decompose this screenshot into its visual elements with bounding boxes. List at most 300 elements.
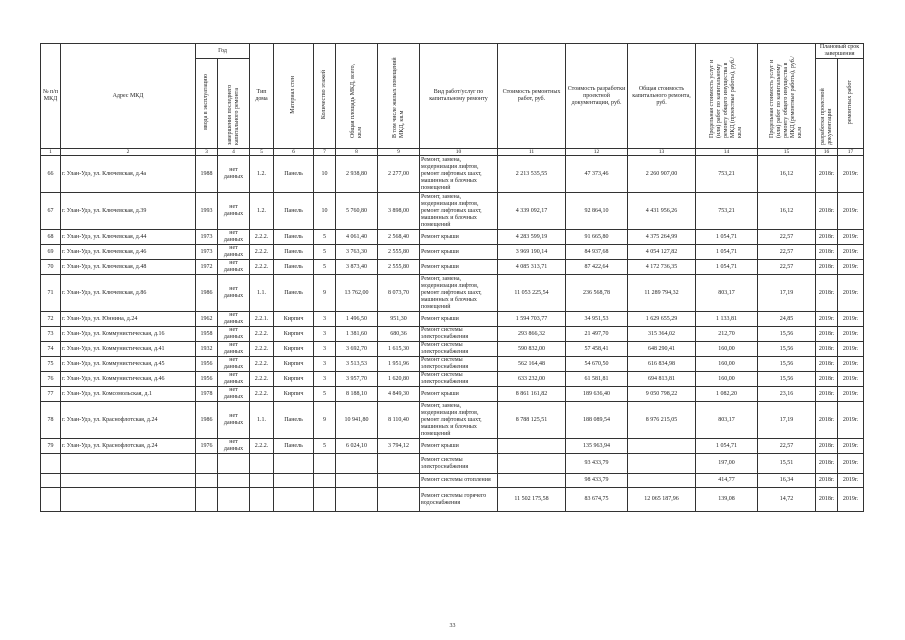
cell-house-type: 2.2.2.: [250, 342, 274, 357]
cell-max-cost-repair: 15,56: [758, 327, 816, 342]
cell-max-cost-repair: 16,12: [758, 156, 816, 193]
cell-max-cost-repair: 22,57: [758, 260, 816, 275]
cell-no: 71: [41, 275, 61, 312]
cell-repair-cost: [498, 454, 566, 474]
cell-max-cost-repair: 17,19: [758, 275, 816, 312]
table-row: [41, 454, 864, 474]
cell-repair-cost: 8 861 161,82: [498, 387, 566, 402]
cell-deadline-design: 2018г.: [816, 156, 838, 193]
cell-wall-material: Панель: [274, 156, 314, 193]
cell-work-type: Ремонт системы электроснабжения: [420, 372, 498, 387]
cell-total-area: 3 957,70: [336, 372, 378, 387]
cell-year-last-repair: нет данных: [218, 372, 250, 387]
cell-house-type: 1.2.: [250, 156, 274, 193]
cell-repair-cost: 11 502 175,58: [498, 488, 566, 512]
cell-total-cost: [628, 474, 696, 488]
cell-design-cost: 92 864,10: [566, 193, 628, 230]
cell-floors: 3: [314, 312, 336, 327]
cell-max-cost-repair: 15,51: [758, 454, 816, 474]
table-row: [41, 402, 864, 439]
cell-work-type: Ремонт крыши: [420, 387, 498, 402]
cell-total-cost: [628, 454, 696, 474]
column-number: 7: [314, 149, 336, 156]
cell-max-cost-design: 1 054,71: [696, 439, 758, 454]
cell-max-cost-design: 197,00: [696, 454, 758, 474]
cell-residential-area: 8 073,70: [378, 275, 420, 312]
cell-design-cost: 61 581,81: [566, 372, 628, 387]
cell-residential-area: 3 898,00: [378, 193, 420, 230]
cell-deadline-design: 2018г.: [816, 230, 838, 245]
cell-deadline-design: 2018г.: [816, 245, 838, 260]
cell-floors: 3: [314, 342, 336, 357]
header-house-type: Тип дома: [250, 44, 274, 149]
cell-year-commission: 1986: [196, 275, 218, 312]
cell-total-area: 1 381,60: [336, 327, 378, 342]
cell-design-cost: 83 674,75: [566, 488, 628, 512]
table-row: [41, 488, 864, 512]
table-row: [41, 357, 864, 372]
cell-max-cost-repair: 22,57: [758, 245, 816, 260]
cell-repair-cost: 562 164,48: [498, 357, 566, 372]
cell-year-last-repair: [218, 454, 250, 474]
column-number: 12: [566, 149, 628, 156]
header-total-area: Общая площадь МКД, всего, кв.м: [336, 44, 378, 149]
cell-floors: 5: [314, 230, 336, 245]
cell-residential-area: [378, 454, 420, 474]
cell-year-commission: 1956: [196, 357, 218, 372]
cell-residential-area: 4 849,30: [378, 387, 420, 402]
cell-total-area: [336, 474, 378, 488]
cell-floors: [314, 488, 336, 512]
cell-year-commission: 1958: [196, 327, 218, 342]
column-number: 1: [41, 149, 61, 156]
cell-work-type: Ремонт системы горячего водоснабжения: [420, 488, 498, 512]
cell-floors: [314, 474, 336, 488]
cell-design-cost: 57 458,41: [566, 342, 628, 357]
cell-repair-cost: 4 085 313,71: [498, 260, 566, 275]
cell-work-type: Ремонт, замена, модернизация лифтов, ремонт лифтовых шахт, машинных и блочных помещений: [420, 275, 498, 312]
cell-year-last-repair: нет данных: [218, 357, 250, 372]
cell-max-cost-repair: 16,12: [758, 193, 816, 230]
cell-total-area: 4 061,40: [336, 230, 378, 245]
cell-max-cost-design: 1 054,71: [696, 260, 758, 275]
table-row: [41, 342, 864, 357]
cell-deadline-repair: 2019г.: [838, 193, 864, 230]
header-deadline-design: разработки проектной документации: [816, 59, 838, 149]
cell-floors: 10: [314, 193, 336, 230]
cell-max-cost-design: 1 054,71: [696, 230, 758, 245]
cell-address: г. Улан-Удэ, ул. Ключевская, д.48: [61, 260, 196, 275]
table-row: [41, 387, 864, 402]
cell-address: г. Улан-Удэ, ул. Коммунистическая, д.41: [61, 342, 196, 357]
cell-deadline-repair: 2019г.: [838, 245, 864, 260]
cell-total-cost: 315 364,02: [628, 327, 696, 342]
cell-floors: 3: [314, 372, 336, 387]
column-number: 11: [498, 149, 566, 156]
cell-deadline-design: 2018г.: [816, 402, 838, 439]
cell-address: г. Улан-Удэ, ул. Коммунистическая, д.46: [61, 372, 196, 387]
header-floors: Количество этажей: [314, 44, 336, 149]
header-address: Адрес МКД: [61, 44, 196, 149]
cell-design-cost: 87 422,64: [566, 260, 628, 275]
cell-repair-cost: 11 053 225,54: [498, 275, 566, 312]
column-number: 5: [250, 149, 274, 156]
cell-max-cost-repair: 15,56: [758, 372, 816, 387]
cell-year-commission: 1932: [196, 342, 218, 357]
cell-house-type: [250, 488, 274, 512]
cell-residential-area: 1 615,30: [378, 342, 420, 357]
cell-no: 66: [41, 156, 61, 193]
cell-address: г. Улан-Удэ, ул. Ключевская, д.4а: [61, 156, 196, 193]
cell-total-area: 2 938,80: [336, 156, 378, 193]
header-design-cost: Стоимость разработки проектной документации, руб.: [566, 44, 628, 149]
cell-deadline-design: 2018г.: [816, 474, 838, 488]
cell-total-area: 8 188,10: [336, 387, 378, 402]
cell-house-type: 1.1.: [250, 402, 274, 439]
cell-design-cost: 188 089,54: [566, 402, 628, 439]
cell-deadline-repair: 2019г.: [838, 402, 864, 439]
cell-year-commission: 1993: [196, 193, 218, 230]
cell-work-type: Ремонт крыши: [420, 260, 498, 275]
cell-no: [41, 488, 61, 512]
cell-work-type: Ремонт крыши: [420, 439, 498, 454]
cell-design-cost: 34 951,53: [566, 312, 628, 327]
cell-deadline-repair: 2019г.: [838, 156, 864, 193]
cell-repair-cost: 590 832,00: [498, 342, 566, 357]
cell-no: 75: [41, 357, 61, 372]
cell-address: г. Улан-Удэ, ул. Юннина, д.24: [61, 312, 196, 327]
cell-max-cost-repair: 22,57: [758, 439, 816, 454]
cell-total-area: 3 873,40: [336, 260, 378, 275]
cell-year-commission: [196, 474, 218, 488]
cell-work-type: Ремонт, замена, модернизация лифтов, ремонт лифтовых шахт, машинных и блочных помещений: [420, 402, 498, 439]
cell-total-cost: 4 172 736,35: [628, 260, 696, 275]
cell-floors: 5: [314, 387, 336, 402]
cell-repair-cost: [498, 439, 566, 454]
cell-total-area: 1 496,50: [336, 312, 378, 327]
cell-year-last-repair: нет данных: [218, 193, 250, 230]
cell-deadline-design: 2018г.: [816, 372, 838, 387]
cell-no: 74: [41, 342, 61, 357]
cell-total-cost: 4 054 127,82: [628, 245, 696, 260]
cell-max-cost-design: 160,00: [696, 372, 758, 387]
cell-year-commission: 1986: [196, 402, 218, 439]
cell-max-cost-design: 1 054,71: [696, 245, 758, 260]
table-row: [41, 327, 864, 342]
cell-total-cost: 11 289 794,32: [628, 275, 696, 312]
cell-work-type: Ремонт системы электроснабжения: [420, 327, 498, 342]
table-row: [41, 312, 864, 327]
cell-total-cost: 694 813,81: [628, 372, 696, 387]
cell-total-area: 3 513,53: [336, 357, 378, 372]
header-no: № п/п МКД: [41, 44, 61, 149]
cell-total-cost: 2 260 907,00: [628, 156, 696, 193]
cell-deadline-repair: 2019г.: [838, 372, 864, 387]
table-row: [41, 474, 864, 488]
cell-max-cost-design: 139,08: [696, 488, 758, 512]
cell-wall-material: Кирпич: [274, 372, 314, 387]
cell-deadline-design: 2018г.: [816, 488, 838, 512]
cell-wall-material: Панель: [274, 275, 314, 312]
cell-floors: 3: [314, 357, 336, 372]
cell-design-cost: 84 937,68: [566, 245, 628, 260]
cell-floors: 5: [314, 245, 336, 260]
cell-address: [61, 454, 196, 474]
cell-year-last-repair: нет данных: [218, 387, 250, 402]
cell-house-type: 2.2.2.: [250, 357, 274, 372]
cell-design-cost: 47 373,46: [566, 156, 628, 193]
header-max-cost-design: Предельная стоимость услуг и (или) работ по капитальному ремонту общего имущества в МКД (проектные работы), руб./кв.м: [696, 44, 758, 149]
cell-max-cost-design: 753,21: [696, 193, 758, 230]
column-number: 17: [838, 149, 864, 156]
column-number-row: [41, 149, 864, 156]
cell-max-cost-repair: 15,56: [758, 357, 816, 372]
cell-year-last-repair: нет данных: [218, 439, 250, 454]
cell-wall-material: Кирпич: [274, 327, 314, 342]
cell-total-area: [336, 488, 378, 512]
cell-design-cost: 91 665,80: [566, 230, 628, 245]
cell-no: 72: [41, 312, 61, 327]
cell-work-type: Ремонт, замена, модернизация лифтов, ремонт лифтовых шахт, машинных и блочных помещений: [420, 156, 498, 193]
cell-work-type: Ремонт системы электроснабжения: [420, 357, 498, 372]
cell-repair-cost: 8 788 125,51: [498, 402, 566, 439]
cell-deadline-design: 2018г.: [816, 439, 838, 454]
cell-year-commission: [196, 488, 218, 512]
cell-address: г. Улан-Удэ, ул. Ключевская, д.39: [61, 193, 196, 230]
cell-max-cost-design: 803,17: [696, 402, 758, 439]
cell-no: 68: [41, 230, 61, 245]
cell-max-cost-design: 753,21: [696, 156, 758, 193]
cell-residential-area: [378, 474, 420, 488]
cell-house-type: 2.2.2.: [250, 260, 274, 275]
header-repair-cost: Стоимость ремонтных работ, руб.: [498, 44, 566, 149]
cell-max-cost-design: 212,70: [696, 327, 758, 342]
cell-year-last-repair: нет данных: [218, 260, 250, 275]
cell-address: г. Улан-Удэ, ул. Коммунистическая, д.16: [61, 327, 196, 342]
cell-repair-cost: 1 594 703,77: [498, 312, 566, 327]
cell-work-type: Ремонт крыши: [420, 230, 498, 245]
cell-wall-material: Панель: [274, 230, 314, 245]
cell-wall-material: Панель: [274, 260, 314, 275]
cell-year-commission: 1973: [196, 245, 218, 260]
cell-house-type: 2.2.2.: [250, 372, 274, 387]
cell-max-cost-repair: 15,56: [758, 342, 816, 357]
header-year-last-repair: завершения последнего капитального ремонта: [218, 59, 250, 149]
cell-no: 73: [41, 327, 61, 342]
cell-no: 67: [41, 193, 61, 230]
cell-deadline-design: 2018г.: [816, 454, 838, 474]
cell-deadline-design: 2018г.: [816, 327, 838, 342]
cell-work-type: Ремонт крыши: [420, 312, 498, 327]
cell-deadline-repair: 2019г.: [838, 275, 864, 312]
table-row: [41, 275, 864, 312]
cell-total-area: 3 692,70: [336, 342, 378, 357]
cell-year-last-repair: нет данных: [218, 156, 250, 193]
cell-max-cost-repair: 14,72: [758, 488, 816, 512]
column-number: 13: [628, 149, 696, 156]
cell-year-last-repair: нет данных: [218, 230, 250, 245]
cell-design-cost: 93 433,79: [566, 454, 628, 474]
cell-wall-material: Кирпич: [274, 387, 314, 402]
cell-address: г. Улан-Удэ, ул. Краснофлотская, д.24: [61, 402, 196, 439]
cell-total-cost: [628, 439, 696, 454]
cell-address: г. Улан-Удэ, ул. Коммунистическая, д.45: [61, 357, 196, 372]
cell-repair-cost: 2 213 535,55: [498, 156, 566, 193]
cell-house-type: [250, 474, 274, 488]
header-year-commission: ввода в эксплуатацию: [196, 59, 218, 149]
cell-total-area: [336, 454, 378, 474]
cell-year-commission: [196, 454, 218, 474]
cell-address: г. Улан-Удэ, ул. Ключевская, д.44: [61, 230, 196, 245]
table-row: [41, 372, 864, 387]
cell-repair-cost: 4 283 599,19: [498, 230, 566, 245]
column-number: 3: [196, 149, 218, 156]
cell-total-cost: 616 834,98: [628, 357, 696, 372]
cell-deadline-design: 2019г.: [816, 312, 838, 327]
cell-residential-area: [378, 488, 420, 512]
cell-repair-cost: [498, 474, 566, 488]
cell-address: г. Улан-Удэ, ул. Ключевская, д.46: [61, 245, 196, 260]
cell-deadline-repair: 2019г.: [838, 474, 864, 488]
cell-max-cost-design: 160,00: [696, 357, 758, 372]
cell-total-area: 13 762,00: [336, 275, 378, 312]
cell-floors: 5: [314, 439, 336, 454]
cell-residential-area: 2 568,40: [378, 230, 420, 245]
cell-year-commission: 1972: [196, 260, 218, 275]
cell-year-last-repair: [218, 474, 250, 488]
column-number: 9: [378, 149, 420, 156]
cell-no: [41, 454, 61, 474]
column-number: 2: [61, 149, 196, 156]
cell-floors: 5: [314, 260, 336, 275]
cell-repair-cost: 3 969 190,14: [498, 245, 566, 260]
cell-max-cost-repair: 17,19: [758, 402, 816, 439]
header-work-type: Вид работ/услуг по капитальному ремонту: [420, 44, 498, 149]
cell-repair-cost: 4 339 092,17: [498, 193, 566, 230]
cell-design-cost: 236 568,78: [566, 275, 628, 312]
cell-wall-material: Кирпич: [274, 342, 314, 357]
cell-floors: 9: [314, 275, 336, 312]
cell-house-type: 1.2.: [250, 193, 274, 230]
cell-total-area: 10 941,80: [336, 402, 378, 439]
cell-no: [41, 474, 61, 488]
table-body: [41, 156, 864, 512]
cell-total-cost: 9 050 798,22: [628, 387, 696, 402]
cell-total-cost: 4 431 956,26: [628, 193, 696, 230]
table-row: [41, 230, 864, 245]
cell-max-cost-design: 160,00: [696, 342, 758, 357]
cell-design-cost: 21 497,70: [566, 327, 628, 342]
table-row: [41, 260, 864, 275]
table-row: [41, 245, 864, 260]
cell-deadline-repair: 2019г.: [838, 439, 864, 454]
column-number: 16: [816, 149, 838, 156]
column-number: 6: [274, 149, 314, 156]
cell-year-commission: 1973: [196, 230, 218, 245]
table-row: [41, 156, 864, 193]
cell-design-cost: 54 670,50: [566, 357, 628, 372]
page-number: 33: [449, 623, 456, 629]
cell-deadline-repair: 2019г.: [838, 342, 864, 357]
cell-max-cost-repair: 22,57: [758, 230, 816, 245]
cell-residential-area: 3 794,12: [378, 439, 420, 454]
cell-year-commission: 1962: [196, 312, 218, 327]
cell-house-type: [250, 454, 274, 474]
cell-max-cost-design: 803,17: [696, 275, 758, 312]
cell-deadline-design: 2018г.: [816, 387, 838, 402]
cell-wall-material: Панель: [274, 245, 314, 260]
cell-max-cost-repair: 24,85: [758, 312, 816, 327]
table-row: [41, 439, 864, 454]
cell-deadline-repair: 2019г.: [838, 260, 864, 275]
cell-deadline-design: 2018г.: [816, 260, 838, 275]
cell-house-type: 2.2.2.: [250, 230, 274, 245]
header-deadline-repair: ремонтных работ: [838, 59, 864, 149]
repair-program-table: [40, 43, 863, 512]
cell-residential-area: 8 110,40: [378, 402, 420, 439]
cell-wall-material: Кирпич: [274, 312, 314, 327]
cell-work-type: Ремонт системы электроснабжения: [420, 342, 498, 357]
cell-house-type: 2.2.2.: [250, 387, 274, 402]
cell-house-type: 2.2.1.: [250, 312, 274, 327]
cell-wall-material: [274, 474, 314, 488]
cell-no: 69: [41, 245, 61, 260]
column-number: 14: [696, 149, 758, 156]
cell-deadline-repair: 2019г.: [838, 387, 864, 402]
cell-deadline-repair: 2019г.: [838, 312, 864, 327]
cell-design-cost: 189 636,40: [566, 387, 628, 402]
column-number: 4: [218, 149, 250, 156]
cell-year-commission: 1956: [196, 372, 218, 387]
column-number: 8: [336, 149, 378, 156]
cell-total-cost: 648 290,41: [628, 342, 696, 357]
cell-total-cost: 4 375 264,99: [628, 230, 696, 245]
table: [40, 43, 864, 512]
cell-work-type: Ремонт системы электроснабжения: [420, 454, 498, 474]
cell-total-cost: 8 976 215,05: [628, 402, 696, 439]
cell-deadline-repair: 2019г.: [838, 454, 864, 474]
header-year-group: Год: [196, 44, 250, 59]
cell-wall-material: Кирпич: [274, 357, 314, 372]
cell-address: г. Улан-Удэ, ул. Краснофлотская, д.24: [61, 439, 196, 454]
header-total-cost: Общая стоимость капитального ремонта, руб.: [628, 44, 696, 149]
cell-year-last-repair: нет данных: [218, 342, 250, 357]
cell-year-last-repair: нет данных: [218, 275, 250, 312]
cell-max-cost-design: 1 082,20: [696, 387, 758, 402]
table-row: [41, 193, 864, 230]
cell-repair-cost: 633 232,00: [498, 372, 566, 387]
cell-residential-area: 2 277,00: [378, 156, 420, 193]
cell-work-type: Ремонт системы отопления: [420, 474, 498, 488]
cell-house-type: 2.2.2.: [250, 327, 274, 342]
cell-no: 78: [41, 402, 61, 439]
cell-floors: 9: [314, 402, 336, 439]
cell-total-area: 6 024,10: [336, 439, 378, 454]
cell-deadline-repair: 2019г.: [838, 327, 864, 342]
column-number: 15: [758, 149, 816, 156]
cell-year-commission: 1976: [196, 439, 218, 454]
cell-total-cost: 12 065 187,96: [628, 488, 696, 512]
cell-year-last-repair: нет данных: [218, 327, 250, 342]
cell-no: 70: [41, 260, 61, 275]
cell-house-type: 2.2.2.: [250, 245, 274, 260]
cell-residential-area: 2 555,80: [378, 245, 420, 260]
cell-work-type: Ремонт, замена, модернизация лифтов, ремонт лифтовых шахт, машинных и блочных помещений: [420, 193, 498, 230]
cell-no: 77: [41, 387, 61, 402]
cell-design-cost: 135 963,94: [566, 439, 628, 454]
cell-total-cost: 1 629 655,29: [628, 312, 696, 327]
cell-total-area: 3 763,30: [336, 245, 378, 260]
